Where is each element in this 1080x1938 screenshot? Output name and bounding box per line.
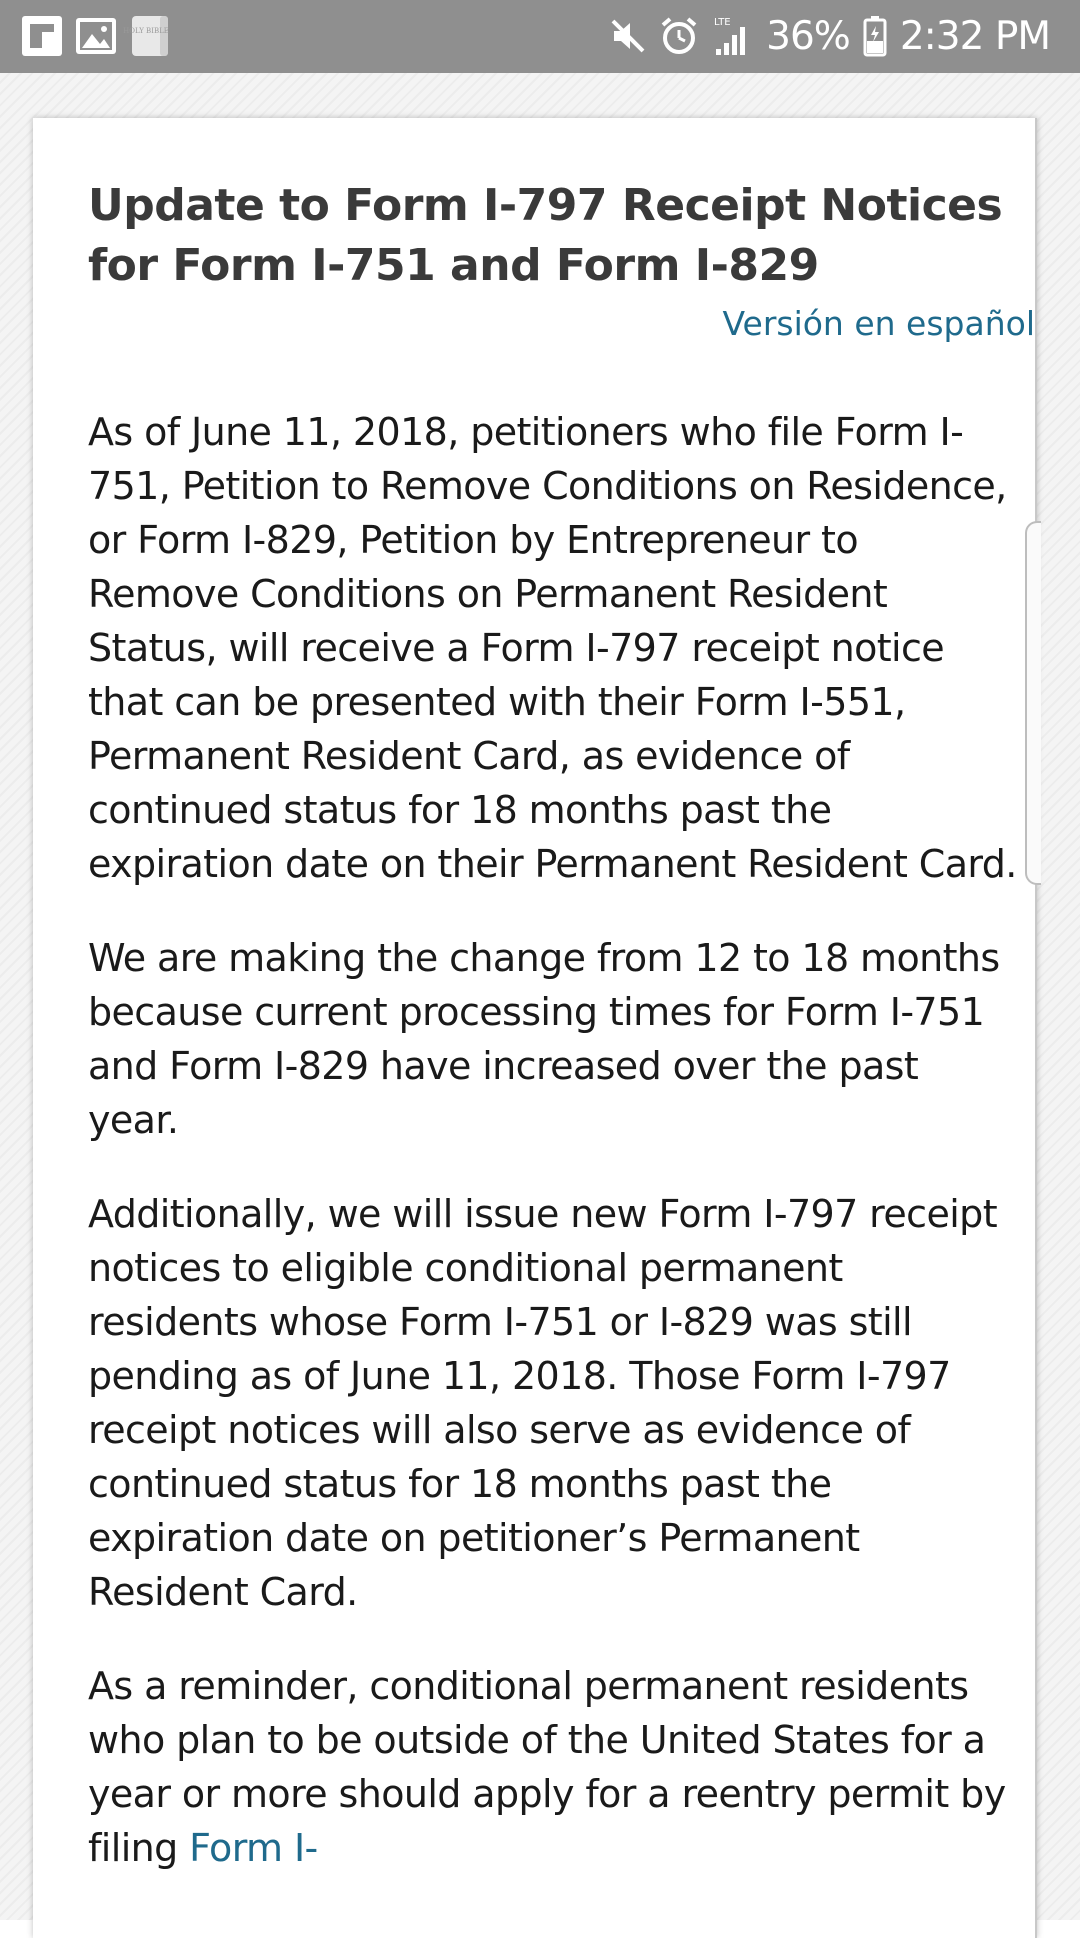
svg-text:LTE: LTE: [714, 17, 731, 28]
gallery-icon: [76, 16, 116, 56]
side-drawer-handle[interactable]: [1025, 521, 1041, 885]
form-link[interactable]: Form I-: [189, 1826, 318, 1870]
system-status: [610, 10, 1050, 62]
battery-percent: 36%: [766, 13, 850, 59]
lte-signal-icon: [712, 15, 752, 57]
flipboard-icon: [22, 16, 62, 56]
paragraph-reentry: [88, 1659, 1018, 1875]
battery-icon: [864, 16, 886, 56]
article-body: [88, 405, 1018, 1915]
svg-text:HOLY BIBLE: HOLY BIBLE: [123, 27, 169, 35]
status-bar: [0, 0, 1080, 73]
clock: 2:32 PM: [899, 13, 1050, 59]
spanish-version-link[interactable]: Versión en español: [722, 304, 1035, 343]
paragraph-text: As a reminder, conditional permanent residents who plan to be outside of the United States for a year or more should apply for a reentry permit by filing: [88, 1664, 1006, 1870]
notification-icons: [22, 16, 170, 56]
article-card: [33, 118, 1037, 1938]
article-title: Update to Form I-797 Receipt Notices for Form I-751 and Form I-829: [88, 180, 1003, 291]
alarm-icon: [660, 17, 698, 55]
paragraph: As of June 11, 2018, petitioners who file Form I-751, Petition to Remove Conditions on Residence, or Form I-829, Petition by Entrepreneur to Remove Conditions on Permanent Resident Status, will receive a Form I-797 receipt notice that can be presented with their Form I-551, Permanent Resident Card, as evidence of continued status for 18 months past the expiration date on their Permanent Resident Card.: [88, 410, 1017, 886]
holy-bible-icon: [123, 16, 170, 56]
paragraph: We are making the change from 12 to 18 months because current processing times for Form I-751 and Form I-829 have increased over the past year.: [88, 936, 1000, 1142]
mute-icon: [610, 18, 646, 54]
paragraph: Additionally, we will issue new Form I-797 receipt notices to eligible conditional permanent residents whose Form I-751 or I-829 was still pending as of June 11, 2018. Those Form I-797 receipt notices will also serve as evidence of continued status for 18 months past the expiration date on petitioner’s Permanent Resident Card.: [88, 1192, 997, 1614]
